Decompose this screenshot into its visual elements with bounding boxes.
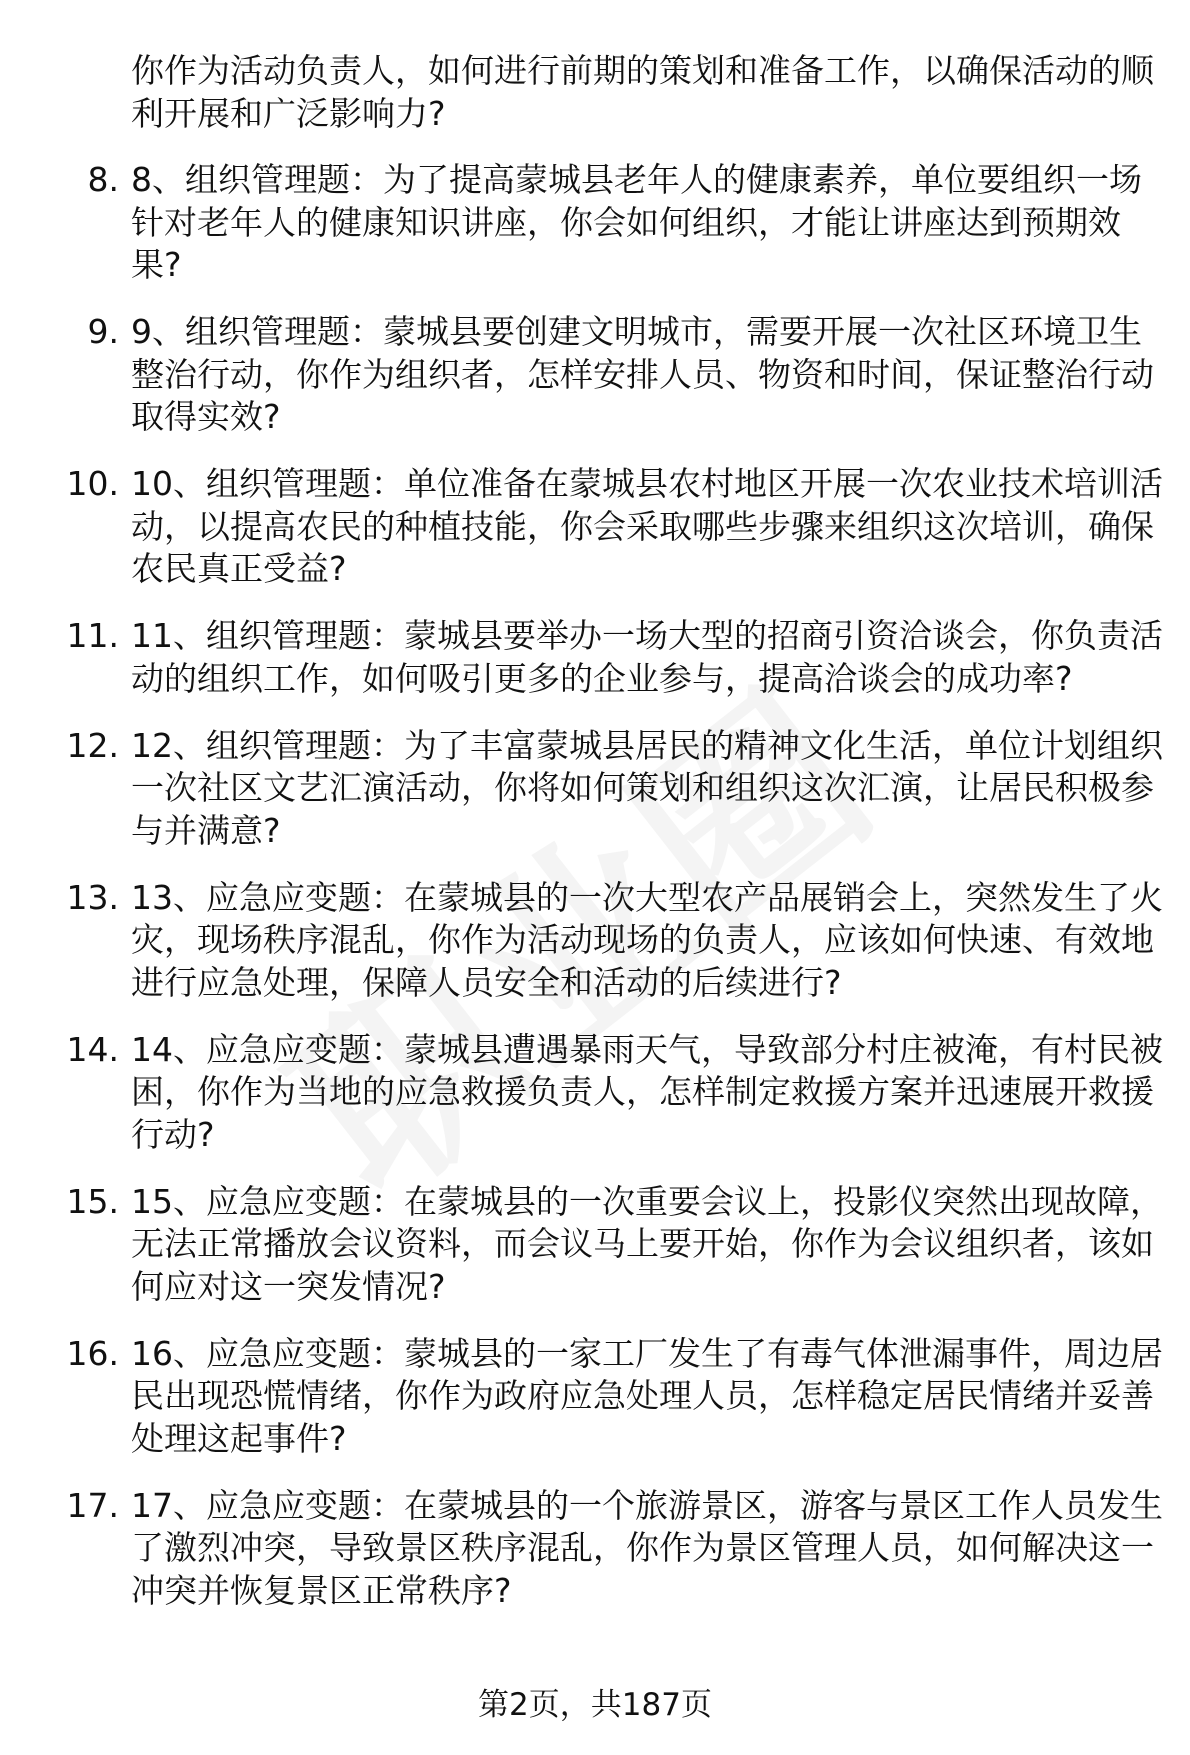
question-item — [66, 725, 1166, 853]
question-number: 13. — [66, 877, 119, 917]
question-number: 8. — [87, 160, 119, 199]
question-item — [87, 159, 1166, 287]
question-text: 9、组织管理题：蒙城县要创建文明城市，需要开展一次社区环境卫生整治行动，你作为组织者，怎样安排人员、物资和时间，保证整治行动取得实效? — [131, 312, 1154, 436]
question-item — [66, 1485, 1166, 1613]
question-item — [87, 311, 1166, 439]
question-number: 9. — [87, 312, 119, 351]
question-number: 14. — [66, 1029, 119, 1069]
question-text: 16、应急应变题：蒙城县的一家工厂发生了有毒气体泄漏事件，周边居民出现恐慌情绪，你作为政府应急处理人员，怎样稳定居民情绪并妥善处理这起事件? — [131, 1333, 1163, 1458]
question-item — [66, 1181, 1166, 1309]
page-footer: 第2页，共187页 — [478, 1687, 712, 1723]
question-text: 8、组织管理题：为了提高蒙城县老年人的健康素养，单位要组织一场针对老年人的健康知识讲座，你会如何组织，才能让讲座达到预期效果? — [131, 160, 1142, 284]
question-list — [0, 50, 1190, 1637]
question-text: 11、组织管理题：蒙城县要举办一场大型的招商引资洽谈会，你负责活动的组织工作，如何吸引更多的企业参与，提高洽谈会的成功率? — [131, 616, 1163, 698]
question-item — [66, 463, 1166, 591]
question-item — [66, 1333, 1166, 1461]
question-text: 10、组织管理题：单位准备在蒙城县农村地区开展一次农业技术培训活动，以提高农民的种植技能，你会采取哪些步骤来组织这次培训，确保农民真正受益? — [131, 464, 1163, 588]
question-number: 16. — [66, 1333, 119, 1373]
question-text: 14、应急应变题：蒙城县遭遇暴雨天气，导致部分村庄被淹，有村民被困，你作为当地的应急救援负责人，怎样制定救援方案并迅速展开救援行动? — [131, 1029, 1163, 1154]
question-text: 12、组织管理题：为了丰富蒙城县居民的精神文化生活，单位计划组织一次社区文艺汇演活动，你将如何策划和组织这次汇演，让居民积极参与并满意? — [131, 725, 1163, 850]
question-number: 12. — [66, 725, 119, 765]
question-item — [66, 615, 1166, 700]
question-item — [66, 1029, 1166, 1157]
question-item — [66, 877, 1166, 1005]
question-text: 13、应急应变题：在蒙城县的一次大型农产品展销会上，突然发生了火灾，现场秩序混乱，你作为活动现场的负责人，应该如何快速、有效地进行应急处理，保障人员安全和活动的后续进行? — [131, 877, 1163, 1002]
question-number: 17. — [66, 1485, 119, 1525]
continuation-paragraph: 你作为活动负责人，如何进行前期的策划和准备工作，以确保活动的顺利开展和广泛影响力? — [131, 51, 1154, 133]
question-text: 17、应急应变题：在蒙城县的一个旅游景区，游客与景区工作人员发生了激烈冲突，导致景区秩序混乱，你作为景区管理人员，如何解决这一冲突并恢复景区正常秩序? — [131, 1485, 1163, 1610]
question-number: 15. — [66, 1181, 119, 1221]
question-number: 10. — [66, 464, 119, 503]
question-text: 15、应急应变题：在蒙城县的一次重要会议上，投影仪突然出现故障，无法正常播放会议资料，而会议马上要开始，你作为会议组织者，该如何应对这一突发情况? — [131, 1181, 1163, 1306]
question-number: 11. — [66, 616, 119, 655]
